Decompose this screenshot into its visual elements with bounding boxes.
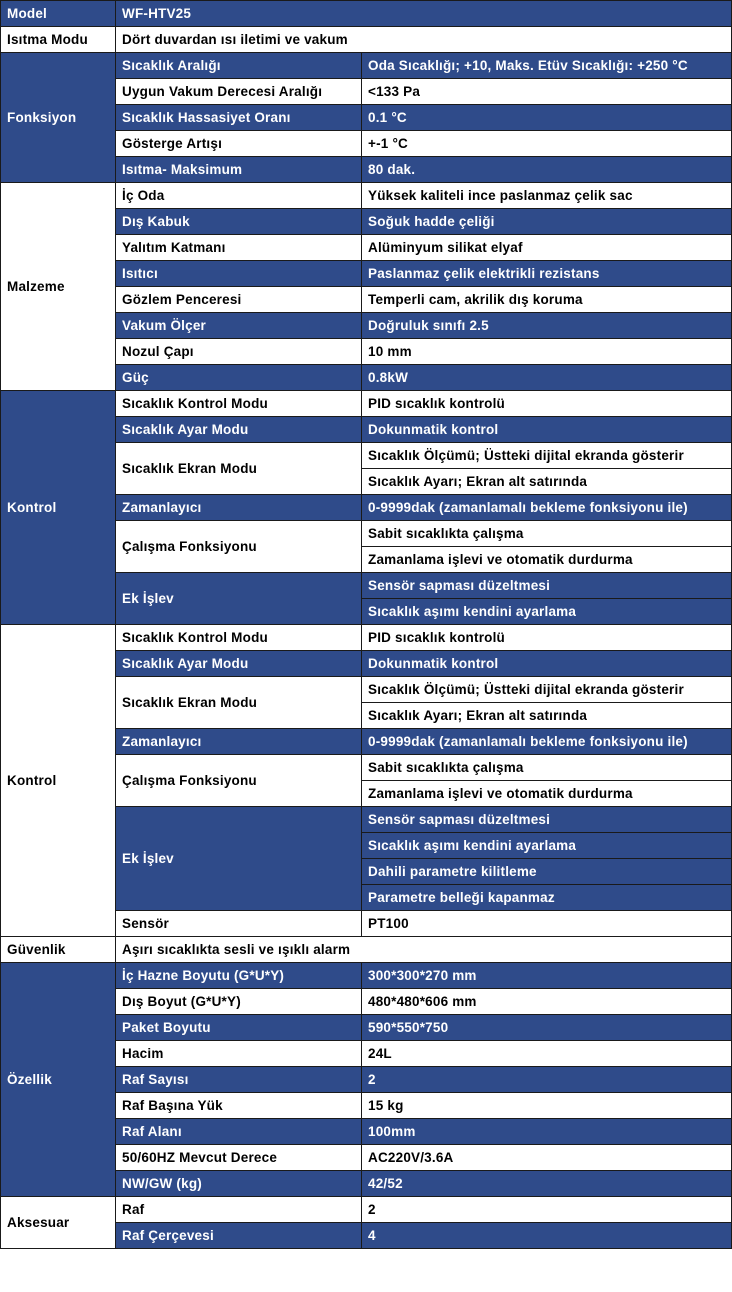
category-function: Fonksiyon [1, 53, 116, 183]
row-label: İç Oda [116, 183, 362, 209]
row-value: 100mm [362, 1119, 732, 1145]
row-value: Sıcaklık aşımı kendini ayarlama [362, 599, 732, 625]
row-label: Sıcaklık Ekran Modu [116, 443, 362, 495]
row-value: 0.8kW [362, 365, 732, 391]
row-value: 15 kg [362, 1093, 732, 1119]
row-label: Hacim [116, 1041, 362, 1067]
row-value: +-1 °C [362, 131, 732, 157]
row-label: NW/GW (kg) [116, 1171, 362, 1197]
row-label: Sensör [116, 911, 362, 937]
table-row [1, 53, 732, 79]
category-material: Malzeme [1, 183, 116, 391]
row-value: PT100 [362, 911, 732, 937]
row-value: 80 dak. [362, 157, 732, 183]
row-label: Yalıtım Katmanı [116, 235, 362, 261]
row-label: 50/60HZ Mevcut Derece [116, 1145, 362, 1171]
row-label: Zamanlayıcı [116, 495, 362, 521]
category-features: Özellik [1, 963, 116, 1197]
row-value: Yüksek kaliteli ince paslanmaz çelik sac [362, 183, 732, 209]
row-label: Sıcaklık Kontrol Modu [116, 391, 362, 417]
safety-label: Güvenlik [1, 937, 116, 963]
row-value: Sıcaklık Ayarı; Ekran alt satırında [362, 469, 732, 495]
row-value: 0-9999dak (zamanlamalı bekleme fonksiyonu ile) [362, 495, 732, 521]
row-label: Güç [116, 365, 362, 391]
row-label: Zamanlayıcı [116, 729, 362, 755]
row-value: 300*300*270 mm [362, 963, 732, 989]
row-value: 2 [362, 1067, 732, 1093]
row-value: Dokunmatik kontrol [362, 651, 732, 677]
row-value: 10 mm [362, 339, 732, 365]
row-value: 0-9999dak (zamanlamalı bekleme fonksiyonu ile) [362, 729, 732, 755]
row-label: Çalışma Fonksiyonu [116, 755, 362, 807]
model-value: WF-HTV25 [116, 1, 732, 27]
heating-label: Isıtma Modu [1, 27, 116, 53]
table-row [1, 1, 732, 27]
row-value: Soğuk hadde çeliği [362, 209, 732, 235]
row-value: Sıcaklık Ölçümü; Üstteki dijital ekranda gösterir [362, 677, 732, 703]
table-row [1, 625, 732, 651]
row-label: Raf Başına Yük [116, 1093, 362, 1119]
row-label: Dış Boyut (G*U*Y) [116, 989, 362, 1015]
row-value: 24L [362, 1041, 732, 1067]
table-row [1, 963, 732, 989]
row-label: Sıcaklık Ayar Modu [116, 651, 362, 677]
row-label: Gösterge Artışı [116, 131, 362, 157]
row-label: Sıcaklık Ayar Modu [116, 417, 362, 443]
table-row [1, 27, 732, 53]
row-label: İç Hazne Boyutu (G*U*Y) [116, 963, 362, 989]
row-value: Doğruluk sınıfı 2.5 [362, 313, 732, 339]
row-label: Raf Alanı [116, 1119, 362, 1145]
row-label: Isıtma- Maksimum [116, 157, 362, 183]
row-label: Sıcaklık Aralığı [116, 53, 362, 79]
row-label: Raf Çerçevesi [116, 1223, 362, 1249]
row-value: Sensör sapması düzeltmesi [362, 807, 732, 833]
row-value: Zamanlama işlevi ve otomatik durdurma [362, 547, 732, 573]
row-value: Dahili parametre kilitleme [362, 859, 732, 885]
row-label: Çalışma Fonksiyonu [116, 521, 362, 573]
row-label: Dış Kabuk [116, 209, 362, 235]
row-value: Dokunmatik kontrol [362, 417, 732, 443]
row-value: Alüminyum silikat elyaf [362, 235, 732, 261]
model-label: Model [1, 1, 116, 27]
row-value: PID sıcaklık kontrolü [362, 391, 732, 417]
row-value: AC220V/3.6A [362, 1145, 732, 1171]
row-label: Nozul Çapı [116, 339, 362, 365]
row-label: Uygun Vakum Derecesi Aralığı [116, 79, 362, 105]
table-row [1, 183, 732, 209]
row-label: Vakum Ölçer [116, 313, 362, 339]
category-accessories: Aksesuar [1, 1197, 116, 1249]
row-value: Sıcaklık aşımı kendini ayarlama [362, 833, 732, 859]
row-value: 2 [362, 1197, 732, 1223]
row-value: Temperli cam, akrilik dış koruma [362, 287, 732, 313]
row-value: Sıcaklık Ölçümü; Üstteki dijital ekranda gösterir [362, 443, 732, 469]
row-label: Paket Boyutu [116, 1015, 362, 1041]
row-value: Sabit sıcaklıkta çalışma [362, 521, 732, 547]
category-control: Kontrol [1, 391, 116, 625]
row-value: Parametre belleği kapanmaz [362, 885, 732, 911]
row-value: Sabit sıcaklıkta çalışma [362, 755, 732, 781]
row-value: 4 [362, 1223, 732, 1249]
row-value: Sıcaklık Ayarı; Ekran alt satırında [362, 703, 732, 729]
row-label: Ek İşlev [116, 573, 362, 625]
table-row [1, 1197, 732, 1223]
row-label: Raf [116, 1197, 362, 1223]
row-value: 0.1 °C [362, 105, 732, 131]
row-value: Zamanlama işlevi ve otomatik durdurma [362, 781, 732, 807]
row-value: 42/52 [362, 1171, 732, 1197]
row-label: Gözlem Penceresi [116, 287, 362, 313]
table-row [1, 391, 732, 417]
category-control: Kontrol [1, 625, 116, 937]
heating-value: Dört duvardan ısı iletimi ve vakum [116, 27, 732, 53]
row-label: Sıcaklık Kontrol Modu [116, 625, 362, 651]
row-value: Paslanmaz çelik elektrikli rezistans [362, 261, 732, 287]
row-label: Sıcaklık Ekran Modu [116, 677, 362, 729]
row-value: PID sıcaklık kontrolü [362, 625, 732, 651]
row-label: Ek İşlev [116, 807, 362, 911]
safety-value: Aşırı sıcaklıkta sesli ve ışıklı alarm [116, 937, 732, 963]
row-label: Isıtıcı [116, 261, 362, 287]
row-value: <133 Pa [362, 79, 732, 105]
row-value: Sensör sapması düzeltmesi [362, 573, 732, 599]
row-value: 480*480*606 mm [362, 989, 732, 1015]
table-row [1, 937, 732, 963]
row-value: 590*550*750 [362, 1015, 732, 1041]
row-value: Oda Sıcaklığı; +10, Maks. Etüv Sıcaklığı: +250 °C [362, 53, 732, 79]
row-label: Sıcaklık Hassasiyet Oranı [116, 105, 362, 131]
row-label: Raf Sayısı [116, 1067, 362, 1093]
